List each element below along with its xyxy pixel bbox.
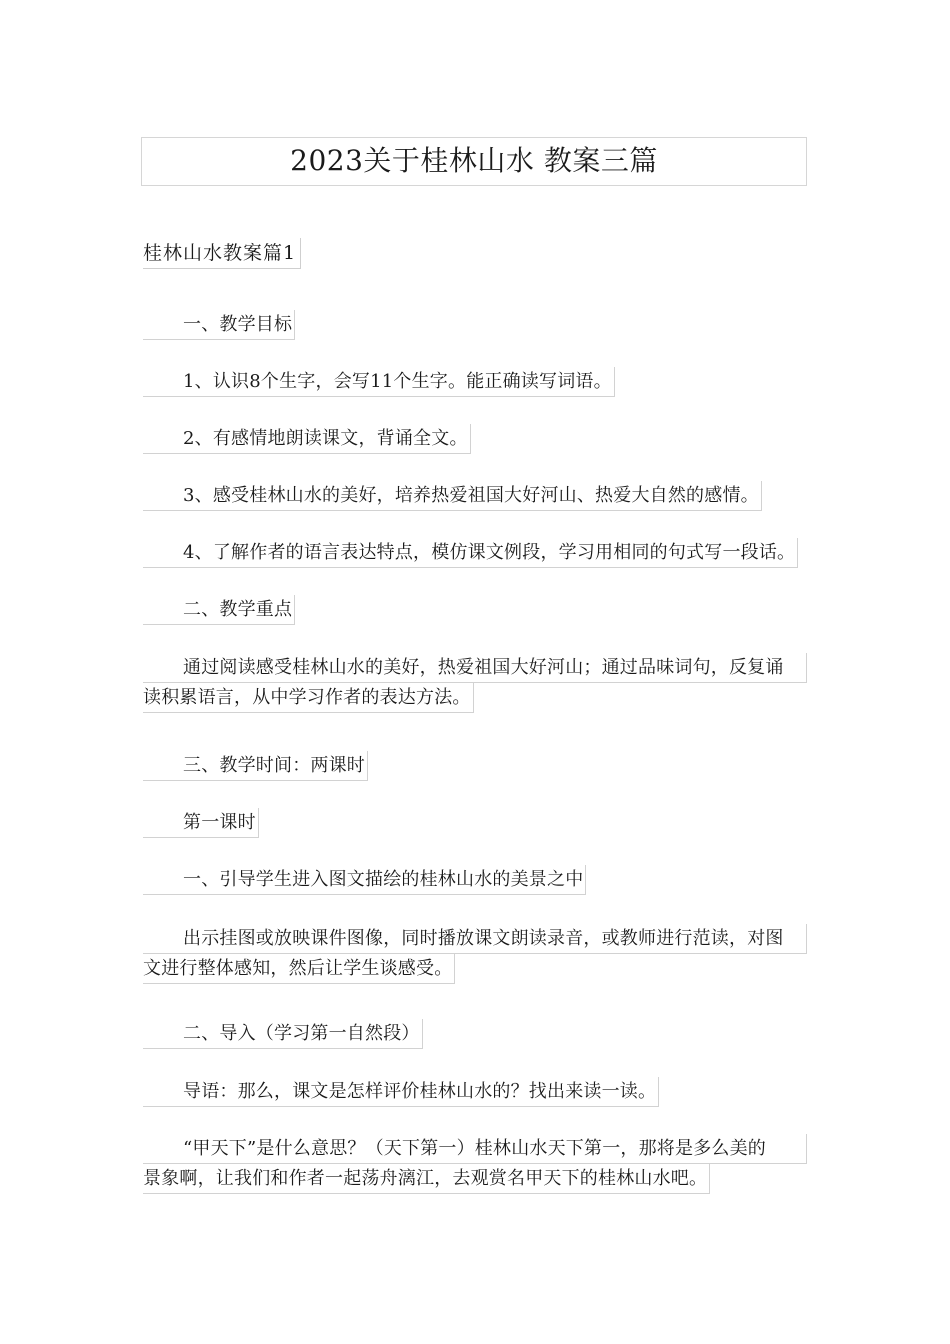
paragraph-line: 二、导入（学习第一自然段） bbox=[143, 1019, 423, 1049]
paragraph-line: 出示挂图或放映课件图像，同时播放课文朗读录音，或教师进行范读，对图 bbox=[143, 924, 807, 954]
paragraph-line: 2、有感情地朗读课文，背诵全文。 bbox=[143, 424, 471, 454]
paragraph-line: 通过阅读感受桂林山水的美好，热爱祖国大好河山；通过品味词句，反复诵 bbox=[143, 653, 807, 683]
paragraph-guide-body bbox=[143, 924, 807, 984]
paragraph-objective-2 bbox=[143, 424, 807, 454]
paragraph-objective-4 bbox=[143, 538, 807, 568]
paragraph-guide-heading bbox=[143, 865, 807, 895]
paragraph-teaching-time bbox=[143, 751, 807, 781]
paragraph-line: 二、教学重点 bbox=[143, 595, 295, 625]
paragraph-objective-1 bbox=[143, 367, 807, 397]
paragraph-line: 景象啊，让我们和作者一起荡舟漓江，去观赏名甲天下的桂林山水吧。 bbox=[143, 1164, 710, 1194]
paragraph-line: 1、认识8个生字，会写11个生字。能正确读写词语。 bbox=[143, 367, 615, 397]
document-title: 2023关于桂林山水 教案三篇 bbox=[141, 137, 807, 186]
paragraph-key-points-heading bbox=[143, 595, 807, 625]
paragraph-line: 第一课时 bbox=[143, 808, 259, 838]
paragraph-intro-heading bbox=[143, 1019, 807, 1049]
paragraph-line: “甲天下”是什么意思？（天下第一）桂林山水天下第一，那将是多么美的 bbox=[143, 1134, 807, 1164]
paragraph-line: 三、教学时间：两课时 bbox=[143, 751, 368, 781]
paragraph-first-lesson bbox=[143, 808, 807, 838]
paragraph-line: 文进行整体感知，然后让学生谈感受。 bbox=[143, 954, 455, 984]
section-heading: 桂林山水教案篇1 bbox=[143, 238, 301, 269]
paragraph-line: 一、引导学生进入图文描绘的桂林山水的美景之中 bbox=[143, 865, 586, 895]
paragraph-intro-prompt bbox=[143, 1077, 807, 1107]
paragraph-line: 读积累语言，从中学习作者的表达方法。 bbox=[143, 683, 474, 713]
paragraph-intro-body bbox=[143, 1134, 807, 1194]
paragraph-line: 一、教学目标 bbox=[143, 310, 295, 340]
paragraph-key-points bbox=[143, 653, 807, 713]
paragraph-line: 导语：那么，课文是怎样评价桂林山水的？找出来读一读。 bbox=[143, 1077, 659, 1107]
paragraph-objective-3 bbox=[143, 481, 807, 511]
paragraph-line: 3、感受桂林山水的美好，培养热爱祖国大好河山、热爱大自然的感情。 bbox=[143, 481, 762, 511]
paragraph-objectives-heading bbox=[143, 310, 807, 340]
paragraph-line: 4、了解作者的语言表达特点，模仿课文例段，学习用相同的句式写一段话。 bbox=[143, 538, 798, 568]
